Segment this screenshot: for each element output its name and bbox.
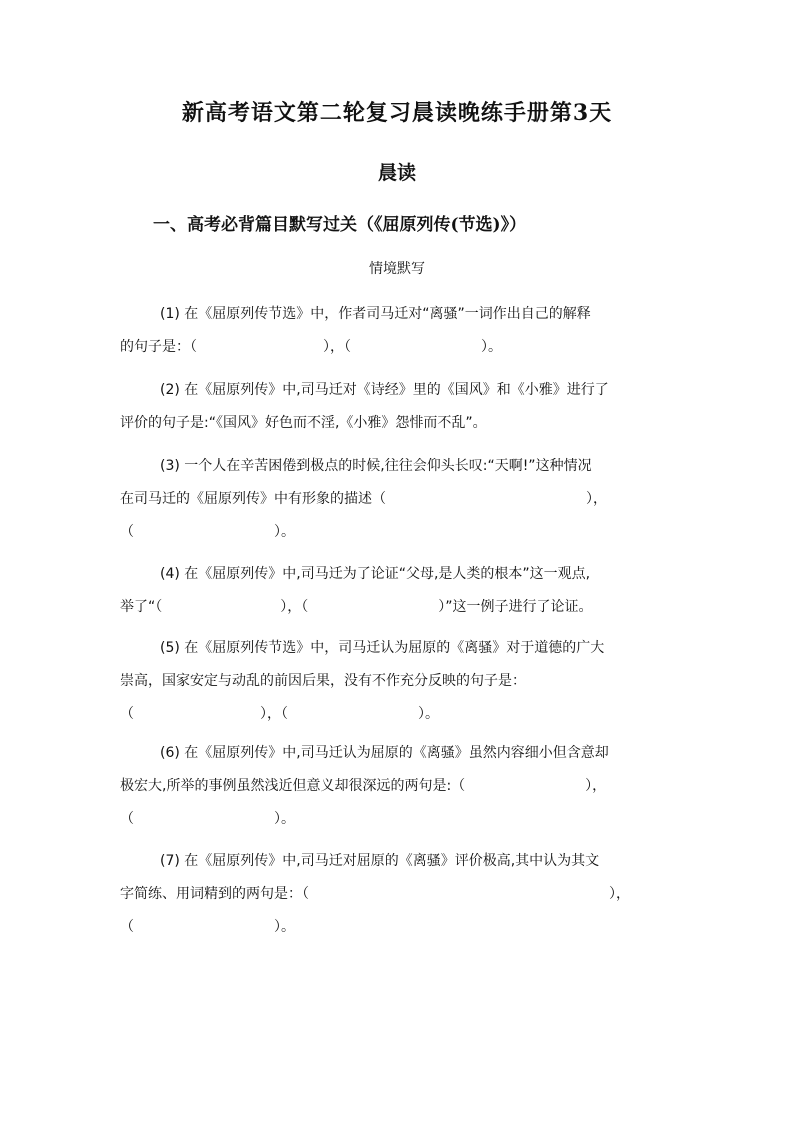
question-text: ）。 [274,524,295,540]
question-text: ），（ [323,339,351,355]
question-2 [120,374,680,440]
document-title: 新高考语文第二轮复习晨读晚练手册第3天 [181,100,613,126]
question-text: ）”这一例子进行了论证。 [438,599,593,615]
question-answer-line [120,803,680,836]
question-text: ），（ [280,599,309,615]
question-text: ）。 [481,339,502,355]
question-answer-line [120,911,680,944]
question-answer-line [120,878,680,911]
question-text: ），（ [260,706,288,722]
exercise-label: 情境默写 [369,261,425,277]
question-4 [120,558,680,624]
question-text: (4) 在《屈原列传》中,司马迁为了论证“父母,是人类的根本”这一观点, [160,566,591,582]
question-6 [120,737,680,836]
question-answer-line [120,698,680,731]
section-heading: 一、高考必背篇目默写过关（《屈原列传(节选)》） [153,215,527,235]
question-text: (2) 在《屈原列传》中,司马迁对《诗经》里的《国风》和《小雅》进行了 [160,382,609,398]
question-text: ）。 [274,919,295,935]
question-1 [120,298,680,364]
question-text: ）， [586,491,607,507]
question-text: 极宏大,所举的事例虽然浅近但意义却很深远的两句是:（ [120,778,466,794]
question-text: ）。 [274,811,295,827]
question-text: （ [120,524,134,540]
question-text: (7) 在《屈原列传》中,司马迁对屈原的《离骚》评价极高,其中认为其文 [160,853,600,869]
question-answer-line [120,770,680,803]
document-subtitle: 晨读 [377,162,416,184]
question-text: (1) 在《屈原列传节选》中，作者司马迁对“离骚”一词作出自己的解释 [160,306,591,322]
question-answer-line [120,516,680,549]
question-text: (3) 一个人在辛苦困倦到极点的时候,往往会仰头长叹:“天啊!”这种情况 [160,458,592,474]
question-text: ）， [585,778,607,794]
question-7 [120,845,680,944]
question-answer-line [120,331,680,364]
question-text: ）。 [418,706,439,722]
question-text: (6) 在《屈原列传》中,司马迁认为屈原的《离骚》虽然内容细小但含意却 [160,745,609,761]
question-text: (5) 在《屈原列传节选》中，司马迁认为屈原的《离骚》对于道德的广大 [160,640,605,656]
question-text: （ [120,706,134,722]
question-text: （ [120,919,134,935]
question-answer-line [120,483,680,516]
question-text: 的句子是：（ [120,339,197,355]
question-text: ）， [609,886,630,902]
question-text: 评价的句子是:“《国风》好色而不淫,《小雅》怨悱而不乱”。 [120,415,487,431]
question-3 [120,450,680,549]
question-answer-line [120,591,680,624]
question-text: 字简练、用词精到的两句是：（ [120,886,309,902]
question-text: 崇高，国家安定与动乱的前因后果，没有不作充分反映的句子是： [120,673,526,689]
question-text: （ [120,811,134,827]
question-text: 在司马迁的《屈原列传》中有形象的描述（ [120,491,386,507]
question-5 [120,632,680,731]
question-text: 举了“（ [120,599,163,615]
